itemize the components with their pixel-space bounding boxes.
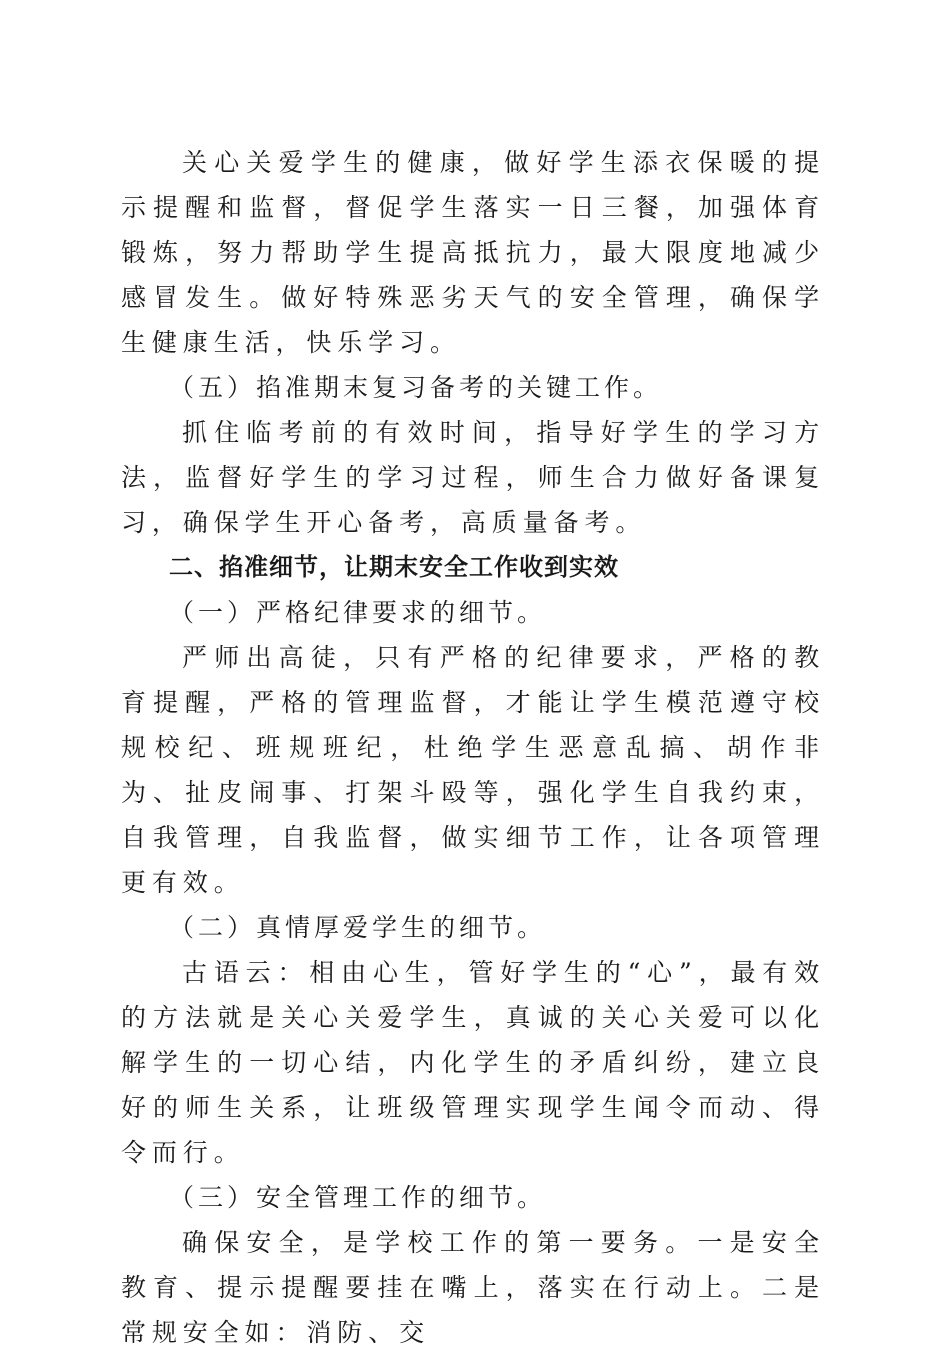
paragraph-exam-review: 抓住临考前的有效时间，指导好学生的学习方法，监督好学生的学习过程，师生合力做好备课复习，确保学生开心备考，高质量备考。 — [121, 418, 825, 537]
paragraph-discipline: 严师出高徒，只有严格的纪律要求，严格的教育提醒，严格的管理监督，才能让学生模范遵守校规校纪、班规班纪，杜绝学生恶意乱搞、胡作非为、扯皮闹事、打架斗殴等，强化学生自我约束，自我管理，自我监督，做实细节工作，让各项管理更有效。 — [121, 643, 825, 897]
subheading-care: （二）真情厚爱学生的细节。 — [169, 913, 547, 942]
subheading-safety: （三）安全管理工作的细节。 — [169, 1183, 547, 1212]
paragraph-care: 古语云：相由心生，管好学生的“心”，最有效的方法就是关心关爱学生，真诚的关心关爱可以化解学生的一切心结，内化学生的矛盾纠纷，建立良好的师生关系，让班级管理实现学生闻令而动、得令而行。 — [121, 958, 825, 1167]
section-heading-details: 二、掐准细节，让期末安全工作收到实效 — [169, 553, 619, 581]
paragraph-health: 关心关爱学生的健康，做好学生添衣保暖的提示提醒和监督，督促学生落实一日三餐，加强体育锻炼，努力帮助学生提高抵抗力，最大限度地减少感冒发生。做好特殊恶劣天气的安全管理，确保学生健康生活，快乐学习。 — [121, 148, 825, 357]
document-body — [121, 140, 825, 1355]
subheading-discipline: （一）严格纪律要求的细节。 — [169, 598, 547, 627]
paragraph-safety: 确保安全，是学校工作的第一要务。一是安全教育、提示提醒要挂在嘴上，落实在行动上。二是常规安全如：消防、交 — [121, 1228, 825, 1347]
subheading-exam-review: （五）掐准期末复习备考的关键工作。 — [169, 373, 663, 402]
